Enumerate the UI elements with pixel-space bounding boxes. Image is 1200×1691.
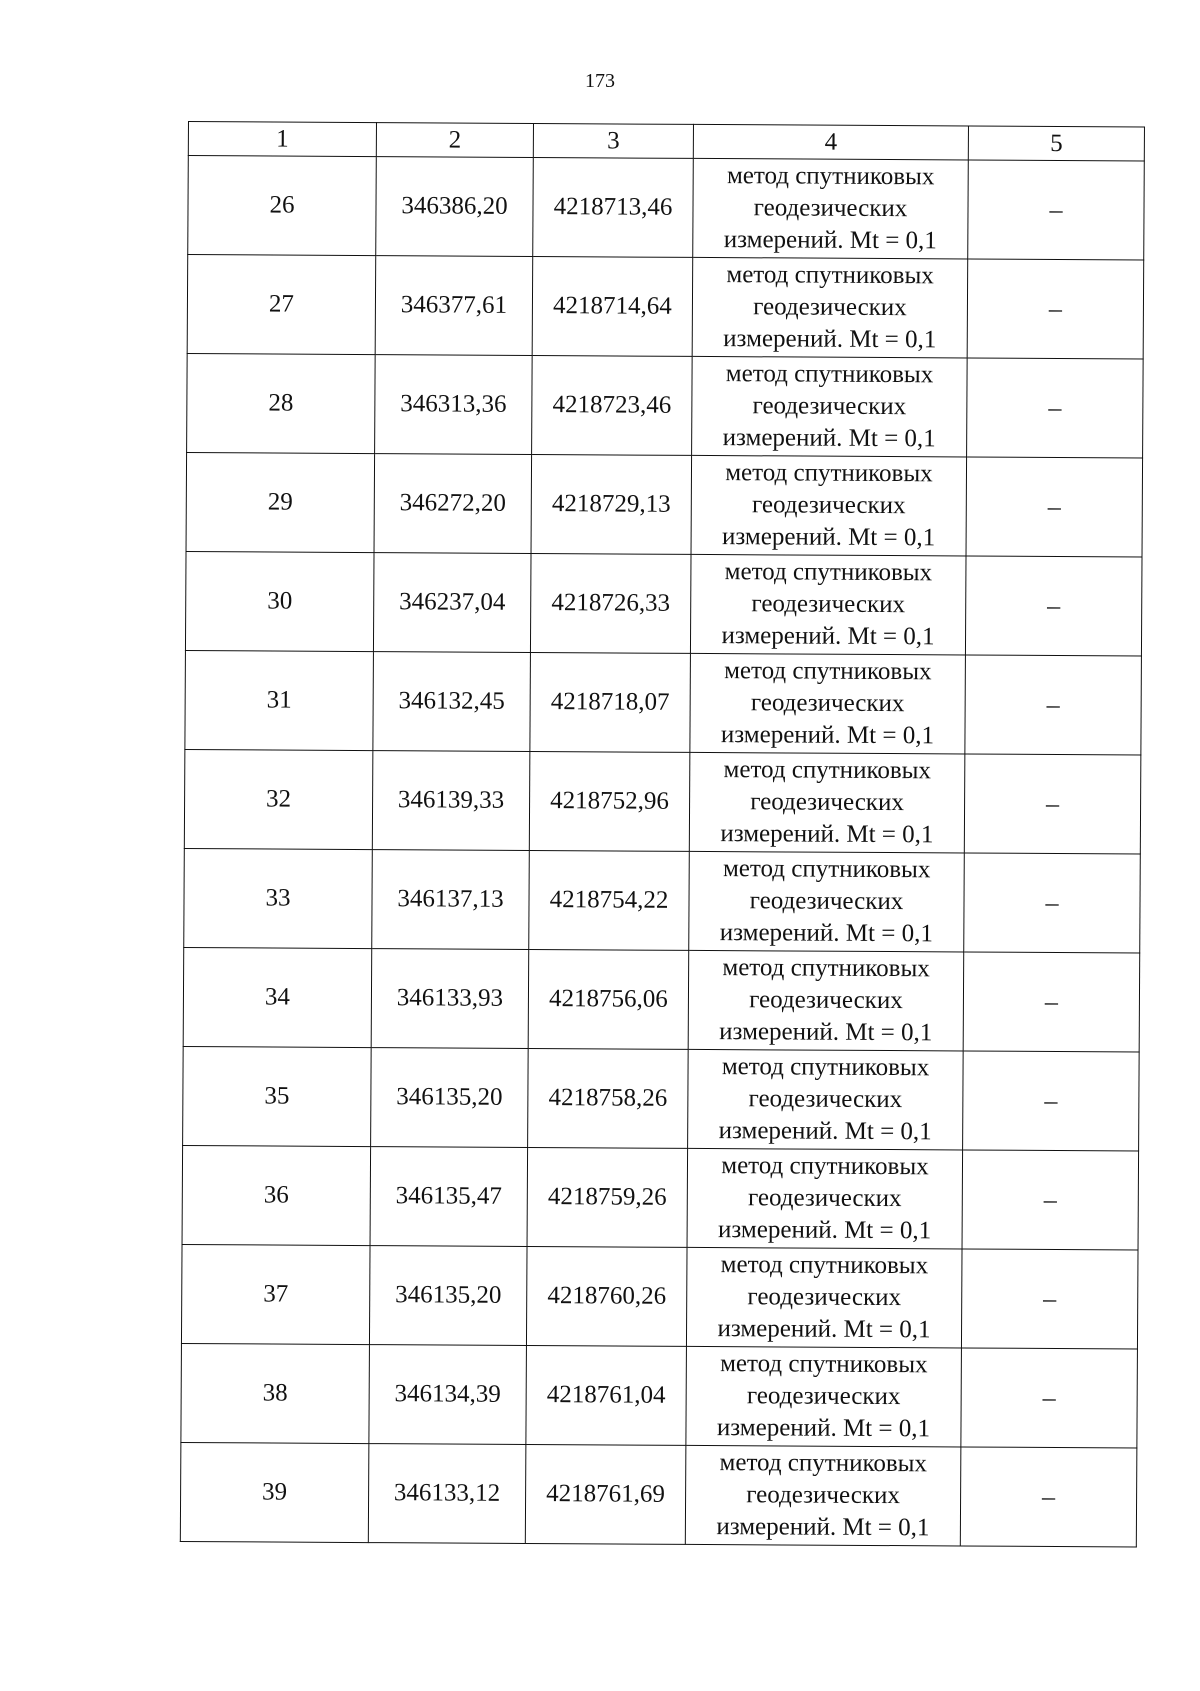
y-coordinate-cell: 4218713,46 (533, 157, 694, 257)
header-col-4: 4 (693, 124, 968, 160)
note-cell: – (963, 1051, 1140, 1151)
note-cell: – (964, 754, 1141, 854)
method-line: метод спутниковых (724, 558, 933, 587)
header-col-2: 2 (376, 123, 533, 158)
y-coordinate-cell: 4218754,22 (529, 850, 690, 950)
method-cell (685, 1445, 961, 1546)
method-line: измерений. Mt = 0,1 (720, 721, 935, 750)
point-number-cell: 26 (188, 156, 377, 256)
point-number-cell: 39 (180, 1442, 369, 1542)
point-number-cell: 34 (183, 947, 372, 1047)
y-coordinate-cell: 4218758,26 (528, 1048, 689, 1148)
note-cell: – (965, 556, 1142, 656)
table-header (188, 122, 1144, 162)
method-line: метод спутниковых (719, 1449, 928, 1478)
table-row (182, 1145, 1139, 1250)
table-body (180, 156, 1144, 1547)
method-line: измерений. Mt = 0,1 (723, 325, 937, 354)
x-coordinate-cell: 346386,20 (376, 157, 534, 257)
table-row (187, 255, 1144, 360)
x-coordinate-cell: 346137,13 (372, 850, 530, 950)
point-number-cell: 31 (185, 650, 374, 750)
table-row (183, 1046, 1140, 1151)
method-cell (690, 554, 966, 655)
note-cell: – (967, 259, 1144, 359)
point-number-cell: 29 (186, 452, 375, 552)
note-cell: – (961, 1249, 1138, 1349)
method-cell (688, 950, 964, 1051)
method-line: геодезических (746, 1382, 901, 1411)
method-line: измерений. Mt = 0,1 (717, 1315, 931, 1344)
method-line: измерений. Mt = 0,1 (717, 1216, 932, 1245)
method-line: измерений. Mt = 0,1 (720, 820, 934, 849)
note-cell: – (964, 853, 1141, 953)
table-row (186, 452, 1143, 557)
method-cell (693, 158, 969, 259)
method-line: геодезических (752, 392, 907, 421)
point-number-cell: 33 (184, 848, 373, 948)
method-cell (690, 653, 966, 754)
method-line: геодезических (751, 590, 906, 619)
y-coordinate-cell: 4218723,46 (532, 355, 693, 455)
method-line: геодезических (746, 1481, 900, 1510)
y-coordinate-cell: 4218752,96 (529, 751, 690, 851)
table-row (180, 1442, 1137, 1547)
method-line: геодезических (750, 689, 905, 718)
method-line: метод спутниковых (726, 261, 934, 290)
x-coordinate-cell: 346133,12 (368, 1444, 526, 1544)
point-number-cell: 27 (187, 255, 376, 355)
x-coordinate-cell: 346272,20 (374, 454, 532, 554)
method-line: геодезических (748, 1085, 903, 1114)
table-row (183, 947, 1140, 1052)
method-line: измерений. Mt = 0,1 (716, 1414, 931, 1443)
method-line: геодезических (750, 788, 904, 817)
table-row (187, 353, 1144, 458)
method-line: измерений. Mt = 0,1 (716, 1513, 930, 1542)
y-coordinate-cell: 4218759,26 (527, 1147, 688, 1247)
method-cell (689, 851, 965, 952)
y-coordinate-cell: 4218761,69 (525, 1444, 686, 1544)
note-cell: – (967, 358, 1144, 458)
note-cell: – (965, 655, 1142, 755)
method-line: метод спутниковых (720, 1251, 929, 1280)
header-col-3: 3 (533, 123, 693, 158)
method-cell (692, 257, 968, 358)
note-cell: – (960, 1447, 1137, 1547)
y-coordinate-cell: 4218760,26 (526, 1246, 687, 1346)
x-coordinate-cell: 346237,04 (373, 553, 531, 653)
point-number-cell: 36 (182, 1145, 371, 1245)
y-coordinate-cell: 4218718,07 (530, 652, 691, 752)
method-line: метод спутниковых (722, 954, 930, 983)
header-col-5: 5 (968, 126, 1144, 161)
x-coordinate-cell: 346134,39 (369, 1345, 527, 1445)
y-coordinate-cell: 4218714,64 (532, 256, 693, 356)
x-coordinate-cell: 346135,20 (369, 1246, 527, 1346)
table-row (184, 848, 1141, 953)
method-line: метод спутниковых (720, 1350, 928, 1379)
method-cell (692, 356, 968, 457)
header-col-1: 1 (188, 122, 376, 157)
method-line: геодезических (751, 491, 906, 520)
table-row (181, 1343, 1138, 1448)
x-coordinate-cell: 346135,47 (370, 1147, 528, 1247)
x-coordinate-cell: 346133,93 (371, 949, 529, 1049)
point-number-cell: 30 (185, 551, 374, 651)
y-coordinate-cell: 4218729,13 (531, 454, 692, 554)
method-line: измерений. Mt = 0,1 (718, 1117, 932, 1146)
method-line: метод спутниковых (725, 459, 933, 488)
point-number-cell: 28 (187, 353, 376, 453)
y-coordinate-cell: 4218726,33 (530, 553, 691, 653)
table-row (188, 156, 1145, 261)
method-cell (686, 1346, 962, 1447)
method-cell (688, 1049, 964, 1150)
x-coordinate-cell: 346377,61 (375, 256, 533, 356)
coordinates-table (180, 121, 1145, 1547)
method-line: метод спутниковых (724, 657, 932, 686)
point-number-cell: 32 (184, 749, 373, 849)
y-coordinate-cell: 4218761,04 (526, 1345, 687, 1445)
method-line: измерений. Mt = 0,1 (719, 1018, 933, 1047)
method-cell (689, 752, 965, 853)
method-line: метод спутниковых (726, 162, 935, 191)
point-number-cell: 35 (183, 1046, 372, 1146)
y-coordinate-cell: 4218756,06 (528, 949, 689, 1049)
x-coordinate-cell: 346139,33 (372, 751, 530, 851)
method-line: измерений. Mt = 0,1 (722, 424, 936, 453)
table-row (185, 551, 1142, 656)
x-coordinate-cell: 346135,20 (371, 1048, 529, 1148)
method-line: геодезических (753, 293, 907, 322)
note-cell: – (968, 160, 1145, 260)
method-line: геодезических (747, 1283, 902, 1312)
x-coordinate-cell: 346132,45 (373, 652, 531, 752)
method-line: измерений. Mt = 0,1 (723, 226, 937, 255)
table-row (185, 650, 1142, 755)
method-line: метод спутниковых (721, 1152, 929, 1181)
page-number: 173 (585, 70, 615, 92)
method-line: измерений. Mt = 0,1 (719, 919, 933, 948)
method-line: измерений. Mt = 0,1 (721, 622, 935, 651)
table-row (184, 749, 1141, 854)
table-row (181, 1244, 1138, 1349)
method-line: метод спутниковых (722, 855, 931, 884)
point-number-cell: 38 (181, 1343, 370, 1443)
method-line: метод спутниковых (725, 360, 934, 389)
header-row (188, 122, 1144, 162)
method-cell (686, 1247, 962, 1348)
note-cell: – (962, 1150, 1139, 1250)
method-line: измерений. Mt = 0,1 (721, 523, 936, 552)
method-line: геодезических (747, 1184, 902, 1213)
method-line: метод спутниковых (723, 756, 932, 785)
method-cell (687, 1148, 963, 1249)
note-cell: – (966, 457, 1143, 557)
note-cell: – (963, 952, 1140, 1052)
note-cell: – (961, 1348, 1138, 1448)
point-number-cell: 37 (181, 1244, 370, 1344)
method-cell (691, 455, 967, 556)
x-coordinate-cell: 346313,36 (375, 355, 533, 455)
method-line: геодезических (749, 887, 904, 916)
method-line: геодезических (753, 194, 908, 223)
method-line: геодезических (749, 986, 903, 1015)
method-line: метод спутниковых (721, 1053, 930, 1082)
